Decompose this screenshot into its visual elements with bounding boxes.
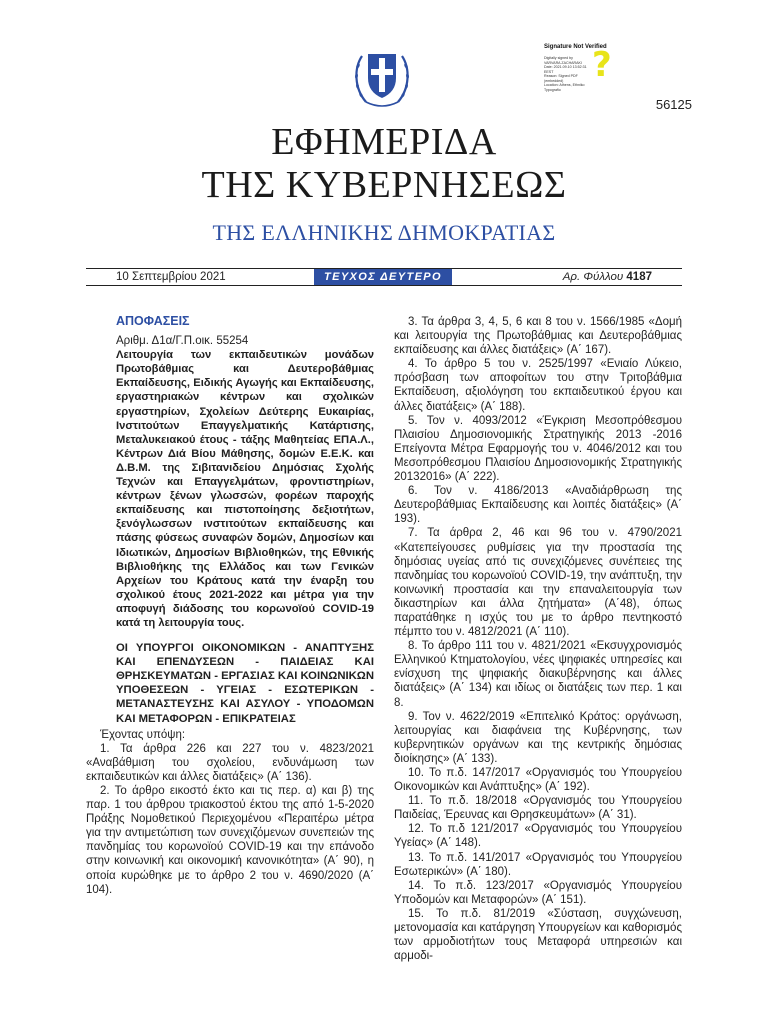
paragraph: 4. Το άρθρο 5 του ν. 2525/1997 «Ενιαίο Λύκειο, πρόσβαση των αποφοίτων του στην Τριτοβάθμια Εκπαίδευση, αξιολόγηση του εκπαιδευτικού έργου και άλλες διατάξεις» (Α΄ 188). — [394, 358, 682, 413]
page-number: 56125 — [655, 97, 692, 112]
paragraph: 3. Τα άρθρα 3, 4, 5, 6 και 8 του ν. 1566/1985 «Δομή και λειτουργία της Πρωτοβάθμιας και Δευτεροβάθμιας εκπαίδευσης και άλλες διατάξεις» (Α΄ 167). — [394, 316, 682, 357]
decision-reference: Αριθμ. Δ1α/Γ.Π.οικ. 55254 — [116, 335, 249, 348]
paragraph: 9. Τον ν. 4622/2019 «Επιτελικό Κράτος: οργάνωση, λειτουργίας και διαφάνεια της Κυβέρνησης, των κυβερνητικών οργάνων και της κεντρικής δημόσιας διοίκησης» (Α΄ 133). — [394, 710, 682, 765]
paragraph: 15. Το π.δ. 81/2019 «Σύσταση, συγχώνευση, μετονομασία και κατάργηση Υπουργείων και καθορισμός των αρμοδιοτήτων τους Μεταφορά υπηρεσιών και αρμοδι- — [394, 907, 682, 963]
paragraph: 7. Τα άρθρα 2, 46 και 96 του ν. 4790/2021 «Κατεπείγουσες ρυθμίσεις για την προστασία της δημόσιας υγείας από τις συνεχιζόμενες συνέπειες της πανδημίας του κορωνοϊού COVID-19, την ανάπτυξη, την κοινωνική προστασία και την επαναλειτουργία των δικαστηρίων και άλλα ζητήματα» (Α΄48), όπως παρατάθηκε η ισχύς του με το άρθρο πεντηκοστό πέμπτο του ν. 4812/2021 (Α΄ 110). — [394, 527, 682, 639]
paragraph: 14. Το π.δ. 123/2017 «Οργανισμός Υπουργείου Υποδομών και Μεταφορών» (Α΄ 151). — [394, 879, 682, 906]
paragraph: 2. Το άρθρο εικοστό έκτο και τις περ. α) και β) της παρ. 1 του άρθρου τριακοστού έκτου της από 1-5-2020 Πράξης Νομοθετικού Περιεχομένου «Περαιτέρω μέτρα για την αντιμετώπιση των συνεχιζόμενων συνεπειών της πανδημίας του κορωνοϊού COVID-19 και την επάνοδο στην κοινωνική και οικονομική κανονικότητα» (Α΄ 90), η οποία κυρώθηκε με το άρθρο 2 του ν. 4690/2020 (Α΄ 104). — [86, 785, 374, 896]
section-heading: ΑΠΟΦΑΣΕΙΣ — [116, 314, 190, 328]
sheet-number — [542, 270, 652, 284]
paragraph: 12. Το π.δ 121/2017 «Οργανισμός του Υπουργείου Υγείας» (Α΄ 148). — [394, 823, 682, 850]
paragraph: 5. Τον ν. 4093/2012 «Έγκριση Μεσοπρόθεσμου Πλαισίου Δημοσιονομικής Στρατηγικής 2013 -2016 Επείγοντα Μέτρα Εφαρμογής του ν. 4046/2012 και του Μεσοπρόθεσμου Πλαισίου Δημοσιονομικής Στρατηγικής 20132016» (Α΄ 222). — [394, 414, 682, 484]
signature-title: Signature Not Verified — [544, 44, 607, 50]
gazette-title-line2: ΤΗΣ ΚΥΒΕΡΝΗΣΕΩΣ — [201, 164, 567, 206]
paragraph: 1. Τα άρθρα 226 και 227 του ν. 4823/2021 «Αναβάθμιση του σχολείου, ενδυνάμωση των εκπαιδευτικών και άλλες διατάξεις» (Α΄ 136). — [86, 742, 374, 783]
issue-date: 10 Σεπτεμβρίου 2021 — [116, 271, 226, 283]
header-rule-bottom — [86, 285, 682, 286]
paragraph: Έχοντας υπόψη: — [100, 728, 186, 741]
paragraph: 10. Το π.δ. 147/2017 «Οργανισμός του Υπουργείου Οικονομικών και Ανάπτυξης» (Α΄ 192). — [394, 767, 682, 794]
issue-type-badge: ΤΕΥΧΟΣ ΔΕΥΤΕΡΟ — [314, 269, 452, 285]
paragraph: 13. Το π.δ. 141/2017 «Οργανισμός του Υπουργείου Εσωτερικών» (Α΄ 180). — [394, 851, 682, 878]
signature-validity-icon: ? — [592, 45, 612, 85]
gazette-title-line1: ΕΦΗΜΕΡΙΔΑ — [271, 121, 497, 163]
digital-signature-block — [540, 42, 638, 100]
right-column — [394, 315, 682, 963]
signature-details: Digitally signed by VARVARA ZACHARAKI Date: 2021.09.10 13:52:31 EEST Reason: Signed PDF (embedded) Location: Athens, Ethniko Typografio — [544, 56, 587, 92]
ministers-heading: ΟΙ ΥΠΟΥΡΓΟΙ ΟΙΚΟΝΟΜΙΚΩΝ - ΑΝΑΠΤΥΞΗΣ ΚΑΙ ΕΠΕΝΔΥΣΕΩΝ - ΠΑΙΔΕΙΑΣ ΚΑΙ ΘΡΗΣΚΕΥΜΑΤΩΝ - ΕΡΓΑΣΙΑΣ ΚΑΙ ΚΟΙΝΩΝΙΚΩΝ ΥΠΟΘΕΣΕΩΝ - ΥΓΕΙΑΣ - ΕΣΩΤΕΡΙΚΩΝ - ΜΕΤΑΝΑΣΤΕΥΣΗΣ ΚΑΙ ΑΣΥΛΟΥ - ΥΠΟΔΟΜΩΝ ΚΑΙ ΜΕΤΑΦΟΡΩΝ - ΕΠΙΚΡΑΤΕΙΑΣ — [116, 642, 374, 725]
paragraph: 6. Τον ν. 4186/2013 «Αναδιάρθρωση της Δευτεροβάθμιας Εκπαίδευσης και λοιπές διατάξεις» (Α΄ 193). — [394, 485, 682, 526]
decision-summary: Λειτουργία των εκπαιδευτικών μονάδων Πρωτοβάθμιας και Δευτεροβάθμιας Εκπαίδευσης, Ειδικής Αγωγής και Εκπαίδευσης, εργαστηριακών κέντρων και σχολικών εργαστηρίων, Σχολείων Δεύτερης Ευκαιρίας, Ινστιτούτων Επαγγελματικής Κατάρτισης, Μεταλυκειακού έτους - τάξης Μαθητείας ΕΠΑ.Λ., Κέντρων Διά Βίου Μάθησης, δομών Ε.Ε.Κ. και Δ.Β.Μ. της Σιβιτανιδείου Δημόσιας Σχολής Τεχνών και Επαγγελμάτων, φροντιστηρίων, κέντρων ξένων γλωσσών, φορέων παροχής εκπαίδευσης και πιστοποίησης δεξιοτήτων, ξενόγλωσσων ινστιτούτων εκπαίδευσης και πάσης φύσεως συναφών δομών, Δημοσίων και Ιδιωτικών, Δημοσίων Βιβλιοθηκών, της Εθνικής Βιβλιοθήκης της Ελλάδος και των Γενικών Αρχείων του Κράτους κατά την έναρξη του σχολικού έτους 2021-2022 και μέτρα για την αποφυγή διάδοσης του κορωνοϊού COVID-19 κατά τη λειτουργία τους. — [116, 349, 374, 629]
gazette-subtitle: ΤΗΣ ΕΛΛΗΝΙΚΗΣ ΔΗΜΟΚΡΑΤΙΑΣ — [212, 220, 556, 245]
paragraph: 11. Το π.δ. 18/2018 «Οργανισμός του Υπουργείου Παιδείας, Έρευνας και Θρησκευμάτων» (Α΄ 31). — [394, 795, 682, 822]
greek-coat-of-arms-icon — [352, 44, 412, 110]
paragraph: 8. Το άρθρο 111 του ν. 4821/2021 «Εκσυγχρονισμός Ελληνικού Κτηματολογίου, νέες ψηφιακές υπηρεσίες και ενίσχυση της ψηφιακής διακυβέρνησης και άλλες διατάξεις» (Α΄ 134) και ιδίως οι διατάξεις των περ. 1 και 8. — [394, 640, 682, 709]
left-column — [86, 300, 374, 897]
sheet-number-value: 4187 — [626, 271, 652, 283]
sheet-label: Αρ. Φύλλου — [562, 271, 624, 283]
